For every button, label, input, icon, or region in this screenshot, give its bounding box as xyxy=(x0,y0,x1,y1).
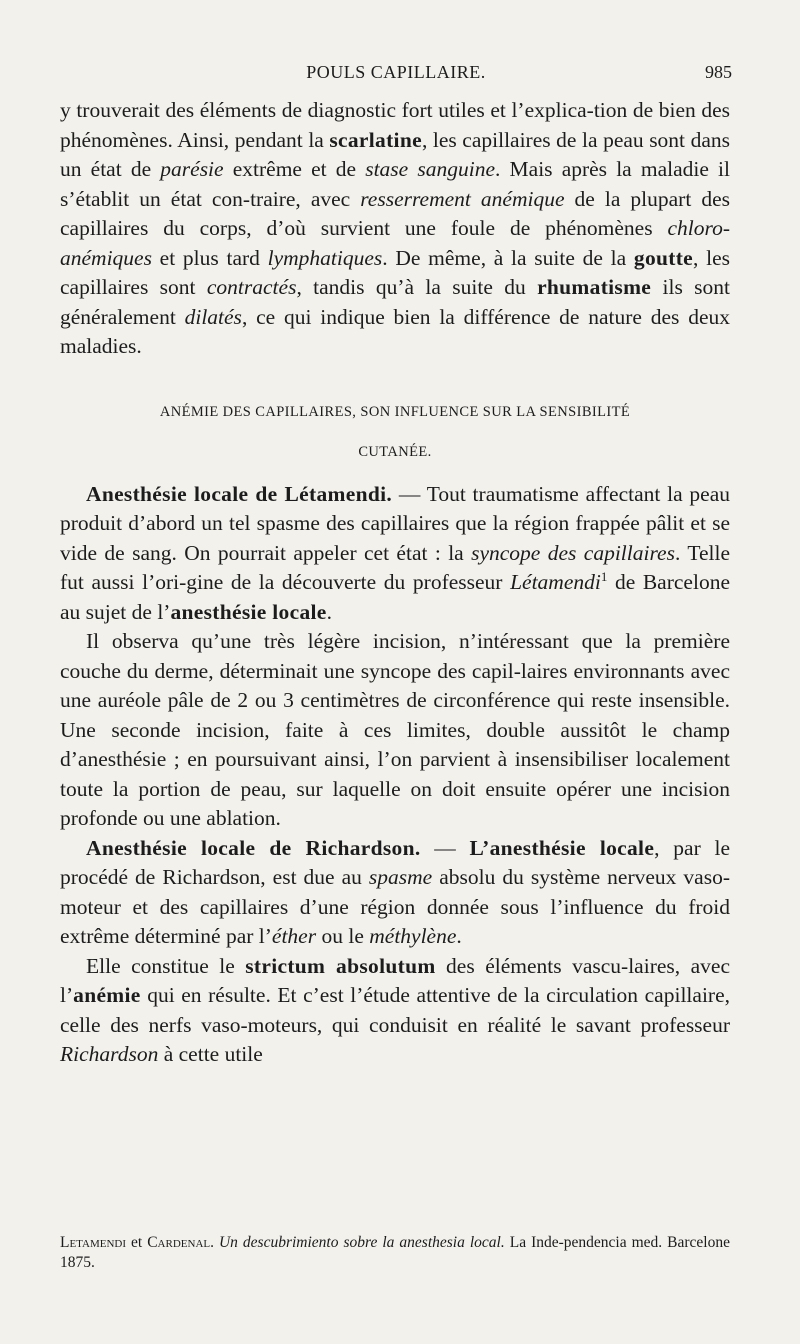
term-lymphatiques: lymphatiques xyxy=(267,245,383,270)
section-heading xyxy=(60,392,730,472)
term-spasme: spasme xyxy=(368,865,433,889)
term-dilates: dilatés xyxy=(184,304,242,329)
text-span: y trouverait des éléments de diagnostic fort utiles et l’explica-tion de bien des phénomènes. Ainsi, pendant la xyxy=(60,98,730,152)
footnote-marker[interactable]: 1 xyxy=(600,568,608,584)
term-syncope: syncope des capillaires xyxy=(471,540,675,565)
paragraph-pouls-capillaire xyxy=(60,96,730,362)
term-stase-sanguine: stase sanguine xyxy=(365,157,496,181)
text-span: absolu du système nerveux vaso-moteur et des capillaires d’une région donnée sous l’influence du froid extrême déterminé par l’ xyxy=(60,865,730,948)
text-span: qui en résulte. Et c’est l’étude attentive de la circulation capillaire, celle des nerfs vaso-moteurs, qui conduisit en réalité le savant professeur xyxy=(60,983,730,1037)
term-contractes: contractés xyxy=(206,275,297,299)
text-span: . xyxy=(326,599,332,624)
name-letamendi: Létamendi xyxy=(510,570,601,594)
text-span: — Tout traumatisme affectant la peau produit d’abord un tel spasme des capillaires que la région frappée pâlit et se vide de sang. On pourrait appeler cet état : la xyxy=(60,481,731,565)
body-text xyxy=(60,96,730,1070)
paragraph-strictum xyxy=(60,952,730,1070)
text-span: Elle constitue le xyxy=(86,953,246,978)
text-span: de la plupart des capillaires du corps, d’où survient une foule de phénomènes xyxy=(60,186,730,240)
term-paresie: parésie xyxy=(160,157,224,181)
footnote xyxy=(60,1233,730,1273)
term-scarlatine: scarlatine xyxy=(329,127,422,152)
text-span: , les capillaires sont xyxy=(60,245,730,299)
section-heading-line1: ANÉMIE DES CAPILLAIRES, SON INFLUENCE SUR LA SENSIBILITÉ xyxy=(159,403,631,420)
text-span: de Barcelone au sujet de l’ xyxy=(60,570,730,624)
text-span: des éléments vascu-laires, avec l’ xyxy=(60,953,731,1007)
text-span: , par le procédé de Richardson, est due au xyxy=(60,835,731,889)
paragraph-richardson xyxy=(60,834,730,952)
name-richardson: Richardson xyxy=(60,1042,159,1066)
text-span: ou le xyxy=(316,924,370,948)
text-span: , tandis qu’à la suite du xyxy=(296,275,538,299)
footnote-title: Un descubrimiento sobre la anesthesia local. xyxy=(218,1234,505,1251)
text-span: . Mais après la maladie il s’établit un état con-traire, avec xyxy=(60,157,731,211)
term-methylene: méthylène xyxy=(369,924,457,948)
running-title: POULS CAPILLAIRE. xyxy=(306,62,486,82)
text-span: et plus tard xyxy=(151,245,268,270)
text-span: à cette utile xyxy=(158,1042,263,1066)
text-span: ils sont généralement xyxy=(60,275,731,329)
term-anesthesie-locale: L’anesthésie locale xyxy=(469,835,655,860)
paragraph-incision: Il observa qu’une très légère incision, n’intéressant que la première couche du derme, déterminait une syncope des capil-laires environnants avec une auréole pâle de 2 ou 3 centimètres de circonférence qui reste insensible. Une seconde incision, faite à ces limites, double aussitôt le champ d’anesthésie ; en poursuivant ainsi, l’on parvient à insensibiliser localement toute la portion de peau, sur laquelle on doit ensuite opérer une incision profonde ou une ablation. xyxy=(60,629,730,830)
term-anemie: anémie xyxy=(73,983,141,1007)
text-span: , les capillaires de la peau sont dans un état de xyxy=(60,127,730,181)
text-span: extrême et de xyxy=(223,157,366,181)
text-span: — xyxy=(420,835,470,860)
term-ether: éther xyxy=(271,924,317,948)
term-anesthesie-locale: anesthésie locale xyxy=(170,599,327,624)
term-resserrement: resserrement anémique xyxy=(360,186,565,211)
term-chloro-anemiques: chloro-anémiques xyxy=(60,216,730,270)
footnote-author: Letamendi xyxy=(60,1234,127,1251)
term-goutte: goutte xyxy=(633,245,694,270)
text-span: . De même, à la suite de la xyxy=(382,245,634,270)
page-number: 985 xyxy=(705,62,732,82)
paragraph-letamendi xyxy=(60,480,730,628)
subheading-richardson: Anesthésie locale de Richardson. xyxy=(86,835,421,860)
text-span: La Inde-pendencia med. Barcelone 1875. xyxy=(60,1234,730,1271)
term-rhumatisme: rhumatisme xyxy=(537,275,652,299)
subheading-letamendi: Anesthésie locale de Létamendi. xyxy=(86,481,393,506)
text-span: . xyxy=(456,924,462,948)
section-heading-line2: CUTANÉE. xyxy=(358,443,432,460)
text-span: . xyxy=(210,1234,219,1251)
footnote-author: Cardenal xyxy=(147,1234,211,1251)
page-header xyxy=(60,62,732,88)
text-span: , ce qui indique bien la différence de nature des deux maladies. xyxy=(60,304,731,358)
text-span: et xyxy=(126,1234,148,1251)
text-span: . Telle fut aussi l’ori-gine de la découverte du professeur xyxy=(60,540,730,594)
term-strictum-absolutum: strictum absolutum xyxy=(245,953,436,978)
